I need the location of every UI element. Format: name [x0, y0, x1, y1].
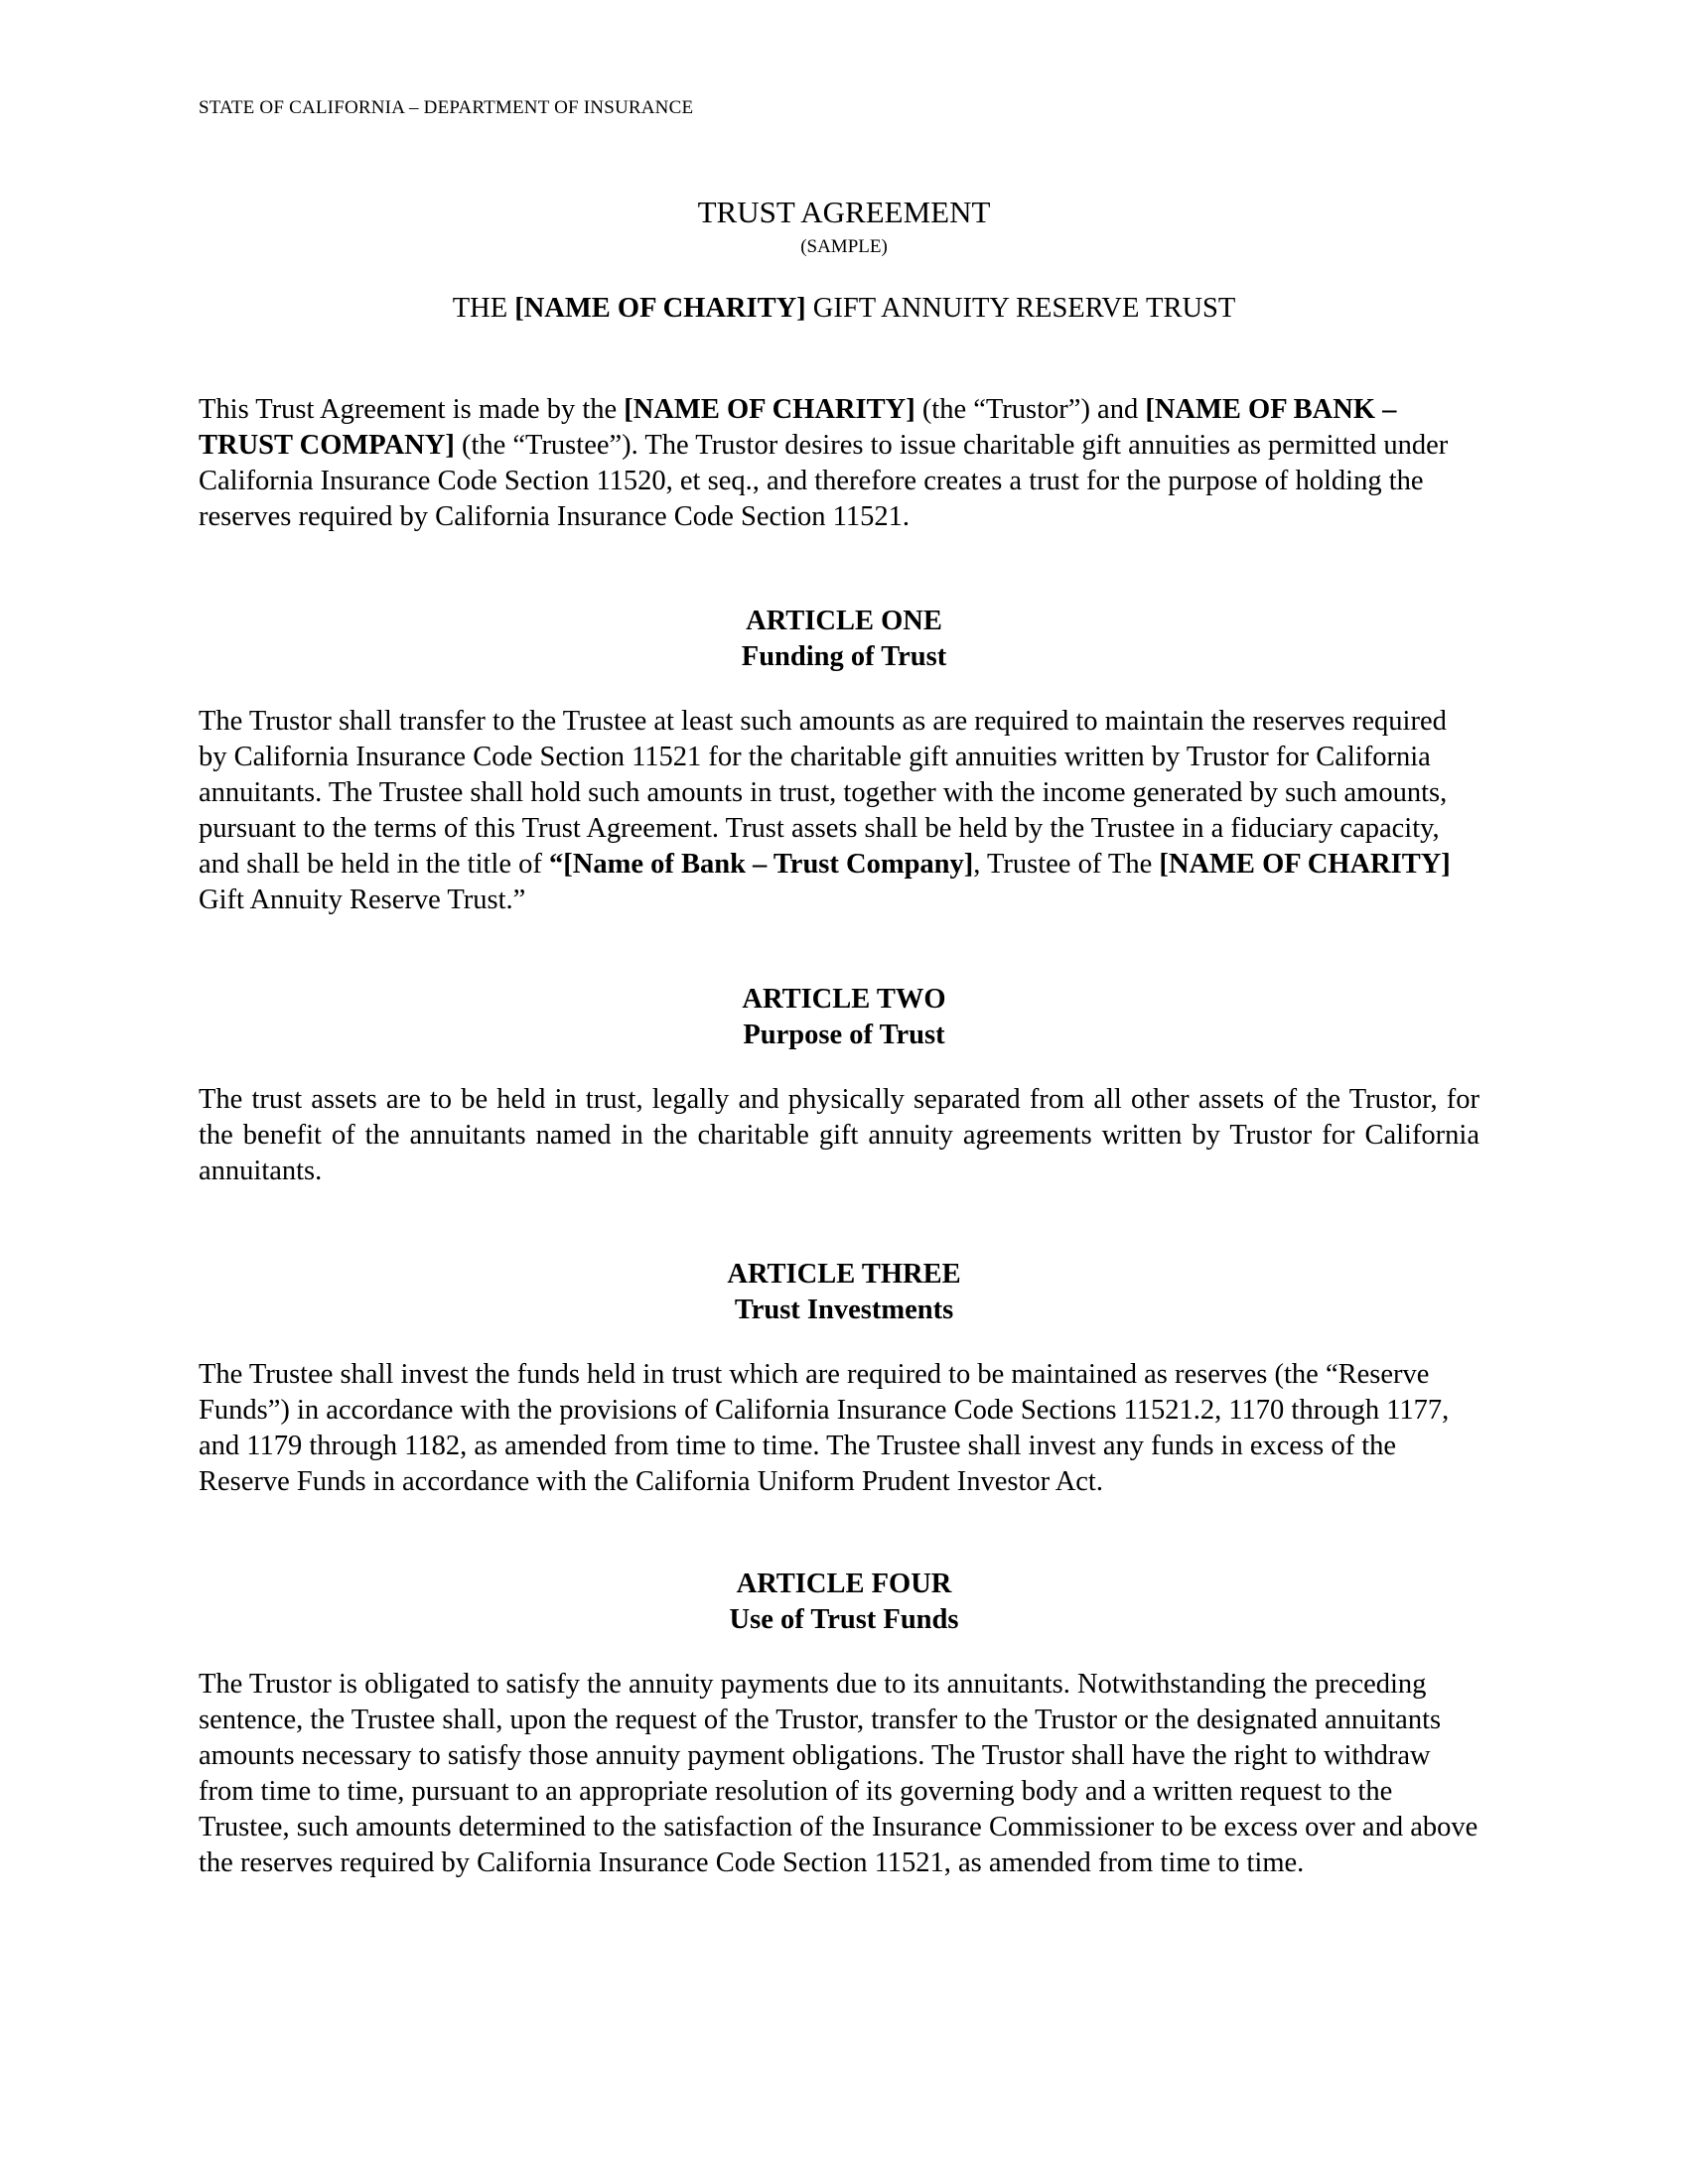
article-title: ARTICLE TWO: [742, 984, 946, 1015]
article-one-heading: [0, 604, 1688, 675]
article-four-body: The Trustor is obligated to satisfy the annuity payments due to its annuitants. Notwithstanding the preceding sentence, the Trustee shall, upon the request of the Trustor, transfer to the Trustor or the designated annuitants amounts necessary to satisfy those annuity payment obligations. The Trustor shall have the right to withdraw from time to time, pursuant to an appropriate resolution of its governing body and a written request to the Trustee, such amounts determined to the satisfaction of the Insurance Commissioner to be excess over and above the reserves required by California Insurance Code Section 11521, as amended from time to time.: [199, 1669, 1478, 1878]
agency-header: STATE OF CALIFORNIA – DEPARTMENT OF INSURANCE: [199, 97, 694, 118]
article-subtitle: Purpose of Trust: [743, 1020, 945, 1050]
article-subtitle: Funding of Trust: [741, 641, 947, 672]
sample-label: (SAMPLE): [800, 236, 888, 257]
article-two-heading: [0, 982, 1688, 1053]
article-one-text-3: Gift Annuity Reserve Trust.”: [199, 885, 526, 915]
article-subtitle: Use of Trust Funds: [729, 1604, 959, 1635]
subtitle-pre: THE: [452, 293, 515, 324]
intro-text-2: (the “Trustor”) and: [914, 394, 1146, 425]
intro-text-3: (the “Trustee”). The Trustor desires to issue charitable gift annuities as permitted under California Insurance Code Section 11520, et seq., and therefore creates a trust for the purpose of holding the reserves required by California Insurance Code Section 11521.: [199, 430, 1449, 532]
article-title: ARTICLE THREE: [727, 1259, 961, 1290]
intro-bank-placeholder: [NAME OF BANK – TRUST COMPANY]: [199, 394, 1397, 461]
document-title: TRUST AGREEMENT: [697, 195, 991, 229]
article-title: ARTICLE ONE: [746, 606, 942, 636]
article-four-heading: [0, 1567, 1688, 1638]
article-title: ARTICLE FOUR: [736, 1569, 952, 1599]
article-one-body: [199, 704, 1479, 918]
intro-text-1: This Trust Agreement is made by the: [199, 394, 625, 425]
article-one-bank-placeholder: “[Name of Bank – Trust Company]: [549, 849, 974, 880]
article-subtitle: Trust Investments: [734, 1295, 954, 1325]
article-one-text-1: The Trustor shall transfer to the Trustee at least such amounts as are required to maintain the reserves required by California Insurance Code Section 11521 for the charitable gift annuities written by Trustor for California annuitants. The Trustee shall hold such amounts in trust, together with the income generated by such amounts, pursuant to the terms of this Trust Agreement. Trust assets shall be held by the Trustee in a fiduciary capacity, and shall be held in the title of: [199, 706, 1448, 880]
article-three-heading: [0, 1257, 1688, 1328]
subtitle-post: GIFT ANNUITY RESERVE TRUST: [805, 293, 1236, 324]
trust-name-heading: [0, 293, 1688, 325]
intro-paragraph: [199, 392, 1479, 535]
subtitle-charity-placeholder: [NAME OF CHARITY]: [514, 293, 806, 324]
article-one-text-2: , Trustee of The: [973, 849, 1160, 880]
intro-charity-placeholder: [NAME OF CHARITY]: [624, 394, 915, 425]
article-three-body: The Trustee shall invest the funds held in trust which are required to be maintained as reserves (the “Reserve Funds”) in accordance with the provisions of California Insurance Code Sections 11521.2, 1170 through 1177, and 1179 through 1182, as amended from time to time. The Trustee shall invest any funds in excess of the Reserve Funds in accordance with the California Uniform Prudent Investor Act.: [199, 1359, 1450, 1497]
article-two-body: The trust assets are to be held in trust, legally and physically separated from all other assets of the Trustor, for the benefit of the annuitants named in the charitable gift annuity agreements written by Trustor for California annuitants.: [199, 1084, 1479, 1186]
article-one-charity-placeholder: [NAME OF CHARITY]: [1159, 849, 1451, 880]
